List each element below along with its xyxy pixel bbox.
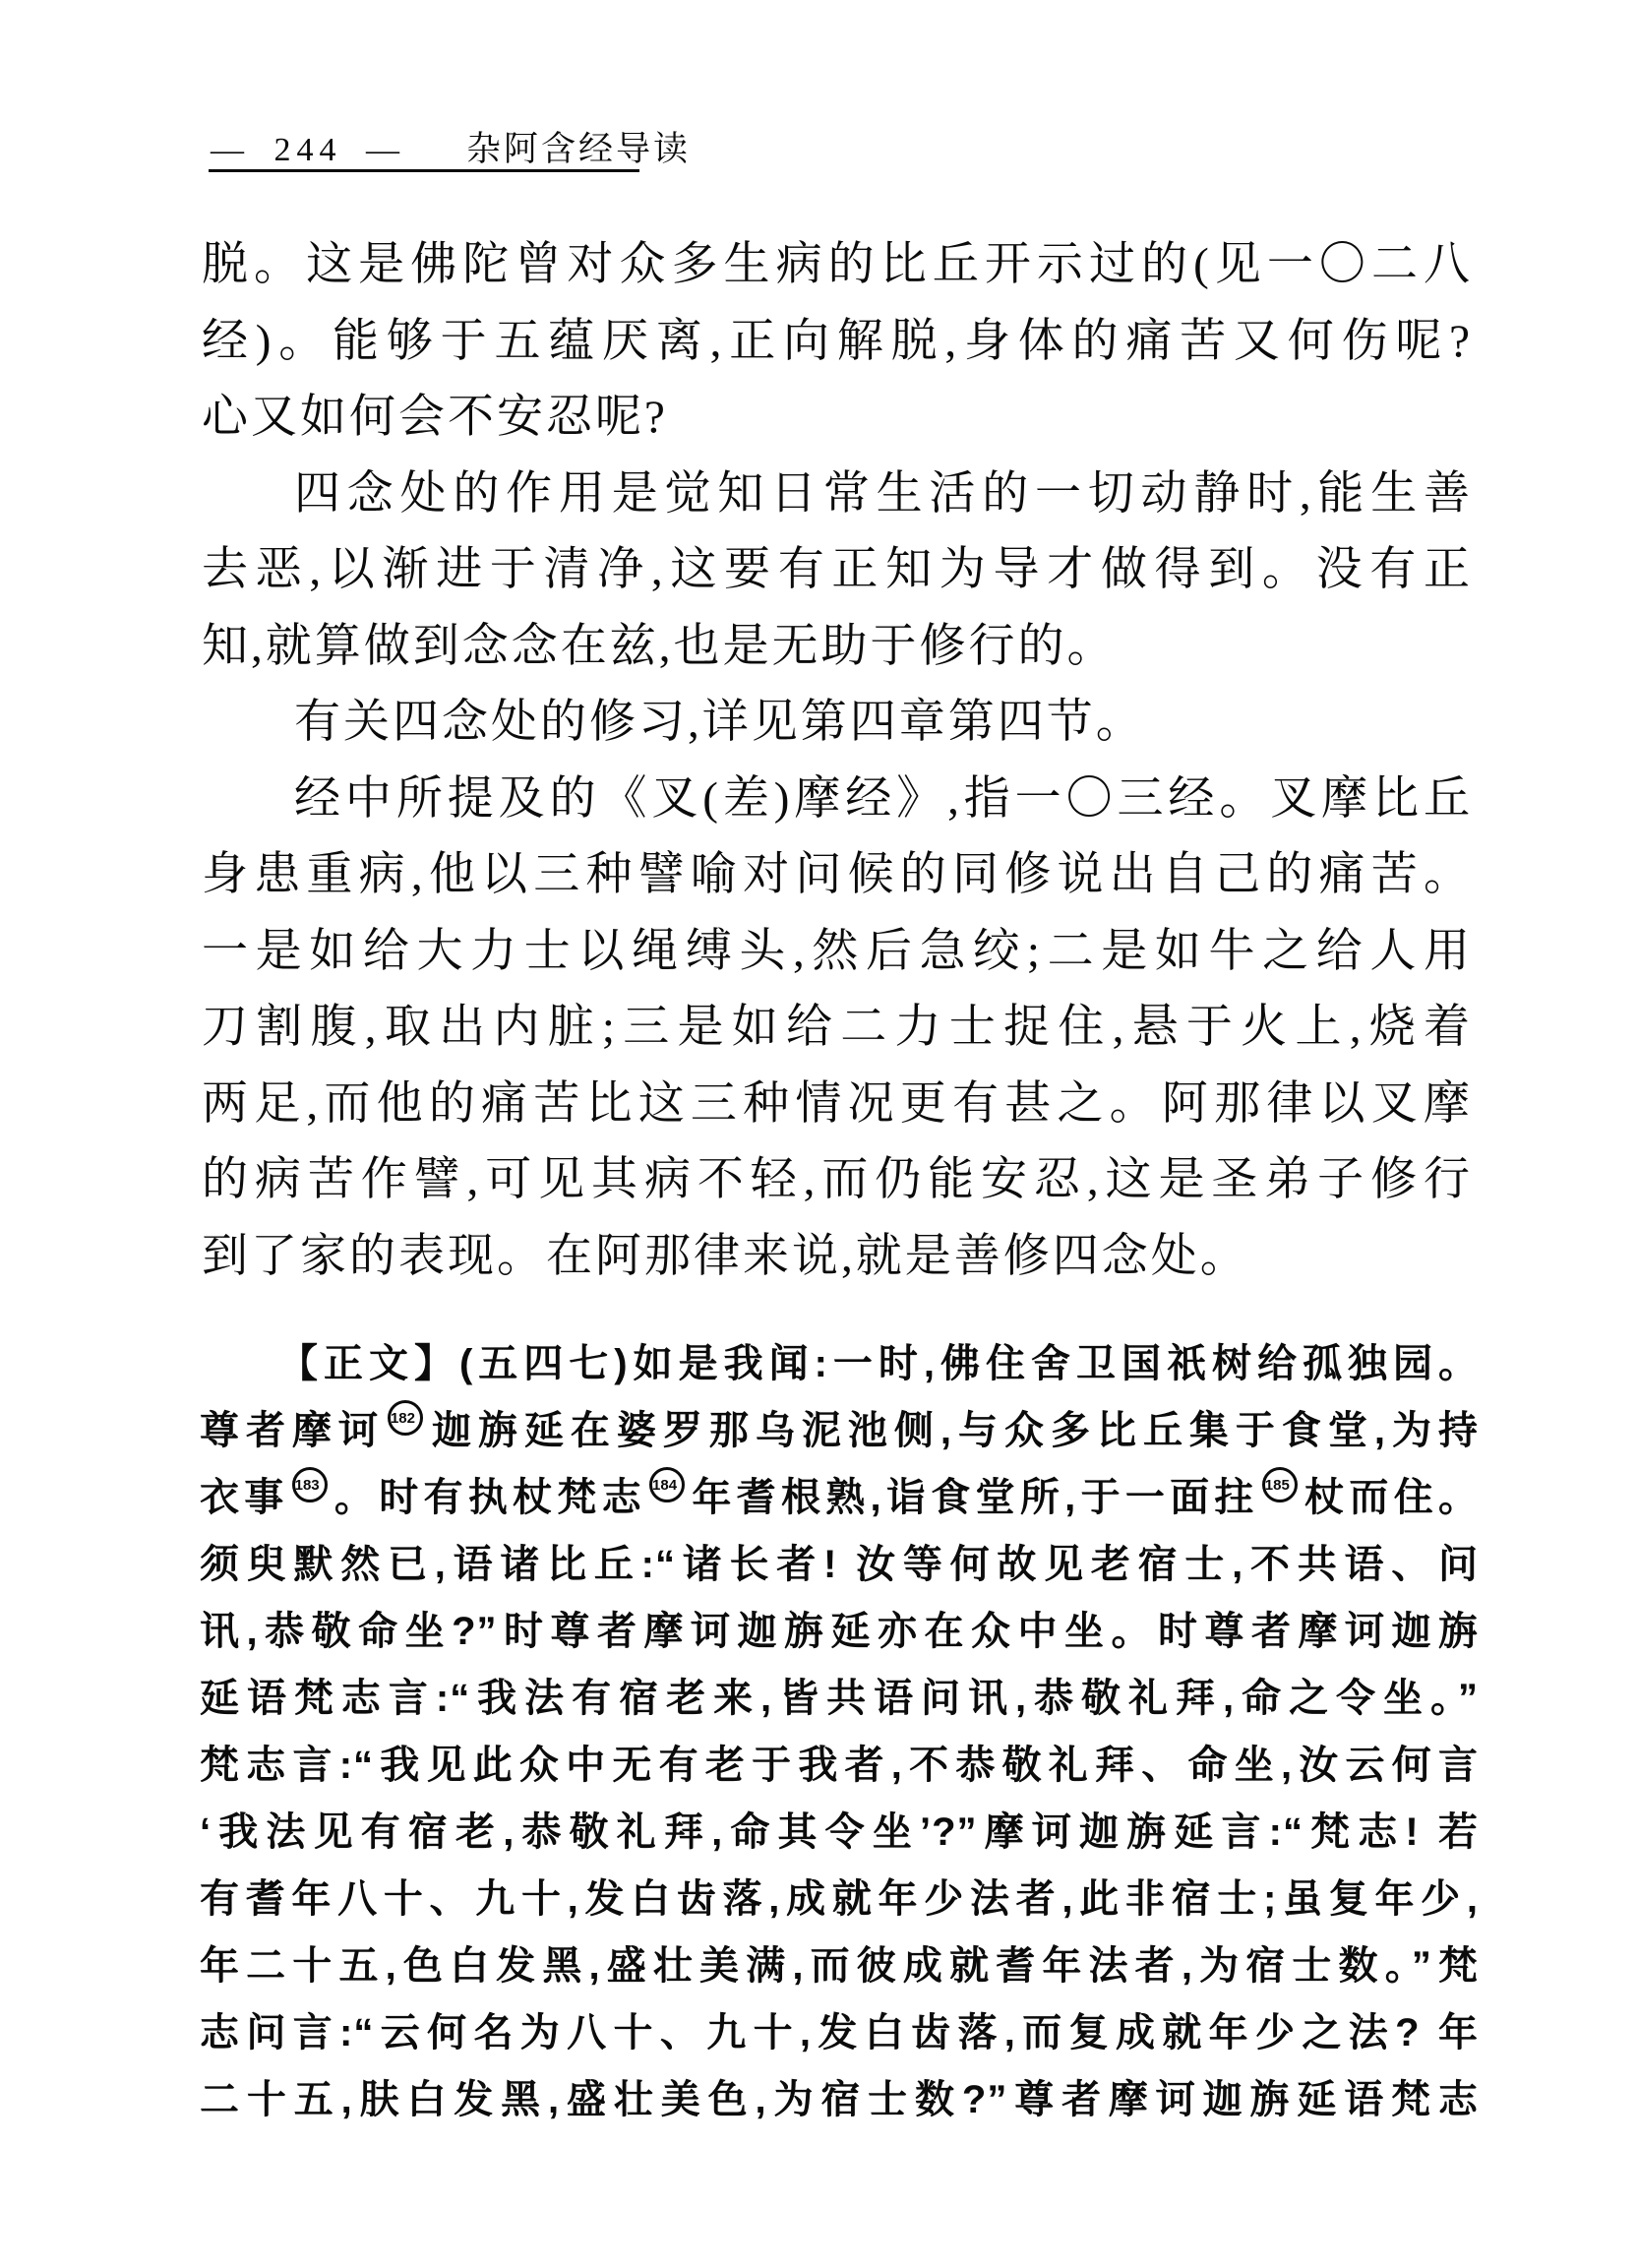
essay-line: 脱。这是佛陀曾对众多生病的比丘开示过的(见一〇二八 (202, 239, 1473, 290)
footnote-marker: 183 (292, 1467, 328, 1502)
essay-line: 一是如给大力士以绳缚头,然后急绞;二是如牛之给人用 (202, 925, 1473, 977)
scripture-line: 【正文】(五四七)如是我闻:一时,佛住舍卫国祇树给孤独园。 (278, 1342, 1479, 1385)
page-header (211, 122, 691, 171)
page-number: — 244 — (211, 132, 405, 168)
essay-line: 到了家的表现。在阿那律来说,就是善修四念处。 (202, 1230, 1249, 1282)
scripture-line: 有耆年八十、九十,发白齿落,成就年少法者,此非宿士;虽复年少, (200, 1877, 1479, 1921)
footnote-marker: 182 (388, 1400, 423, 1436)
header-rule (209, 169, 639, 172)
essay-section (202, 227, 1473, 1295)
essay-line: 有关四念处的修习,详见第四章第四节。 (294, 697, 1145, 748)
essay-line: 去恶,以渐进于清净,这要有正知为导才做得到。没有正 (202, 544, 1473, 595)
essay-line: 两足,而他的痛苦比这三种情况更有甚之。阿那律以叉摩 (202, 1077, 1473, 1130)
scripture-line: 二十五,肤白发黑,盛壮美色,为宿士数?”尊者摩诃迦旃延语梵志 (200, 2078, 1479, 2121)
scripture-line: 延语梵志言:“我法有宿老来,皆共语问讯,恭敬礼拜,命之令坐。” (200, 1677, 1479, 1720)
essay-line: 的病苦作譬,可见其病不轻,而仍能安忍,这是圣弟子修行 (202, 1154, 1473, 1205)
scripture-line: 志问言:“云何名为八十、九十,发白齿落,而复成就年少之法? 年 (200, 2011, 1479, 2054)
scripture-line: 须臾默然已,语诸比丘:“诸长者! 汝等何故见老宿士,不共语、问 (200, 1543, 1479, 1586)
scripture-line: 衣事 183 。时有执杖梵志 184 年耆根熟,诣食堂所,于一面拄 185 杖而住。 (200, 1464, 1479, 1531)
scripture-line: 梵志言:“我见此众中无有老于我者,不恭敬礼拜、命坐,汝云何言 (200, 1744, 1479, 1787)
scripture-line: ‘我法见有宿老,恭敬礼拜,命其令坐’?”摩诃迦旃延言:“梵志! 若 (200, 1810, 1479, 1854)
scripture-line: 年二十五,色白发黑,盛壮美满,而彼成就耆年法者,为宿士数。”梵 (200, 1944, 1479, 1988)
book-title: 杂阿含经导读 (466, 130, 692, 168)
scripture-section (200, 1330, 1479, 2133)
essay-line: 知,就算做到念念在兹,也是无助于修行的。 (202, 620, 1117, 672)
essay-line: 身患重病,他以三种譬喻对问候的同修说出自己的痛苦。 (202, 849, 1473, 900)
essay-line: 刀割腹,取出内脏;三是如给二力士捉住,悬于火上,烧着 (202, 1002, 1473, 1053)
essay-line: 四念处的作用是觉知日常生活的一切动静时,能生善 (294, 467, 1473, 520)
scripture-line: 讯,恭敬命坐?”时尊者摩诃迦旃延亦在众中坐。时尊者摩诃迦旃 (200, 1610, 1479, 1653)
scripture-line: 尊者摩诃 182 迦旃延在婆罗那乌泥池侧,与众多比丘集于食堂,为持 (200, 1397, 1479, 1464)
essay-line: 经)。能够于五蕴厌离,正向解脱,身体的痛苦又何伤呢? (202, 315, 1473, 367)
essay-line: 经中所提及的《叉(差)摩经》,指一〇三经。叉摩比丘 (294, 772, 1473, 825)
essay-line: 心又如何会不安忍呢? (202, 392, 668, 443)
footnote-marker: 184 (649, 1467, 685, 1502)
footnote-marker: 185 (1262, 1467, 1298, 1502)
